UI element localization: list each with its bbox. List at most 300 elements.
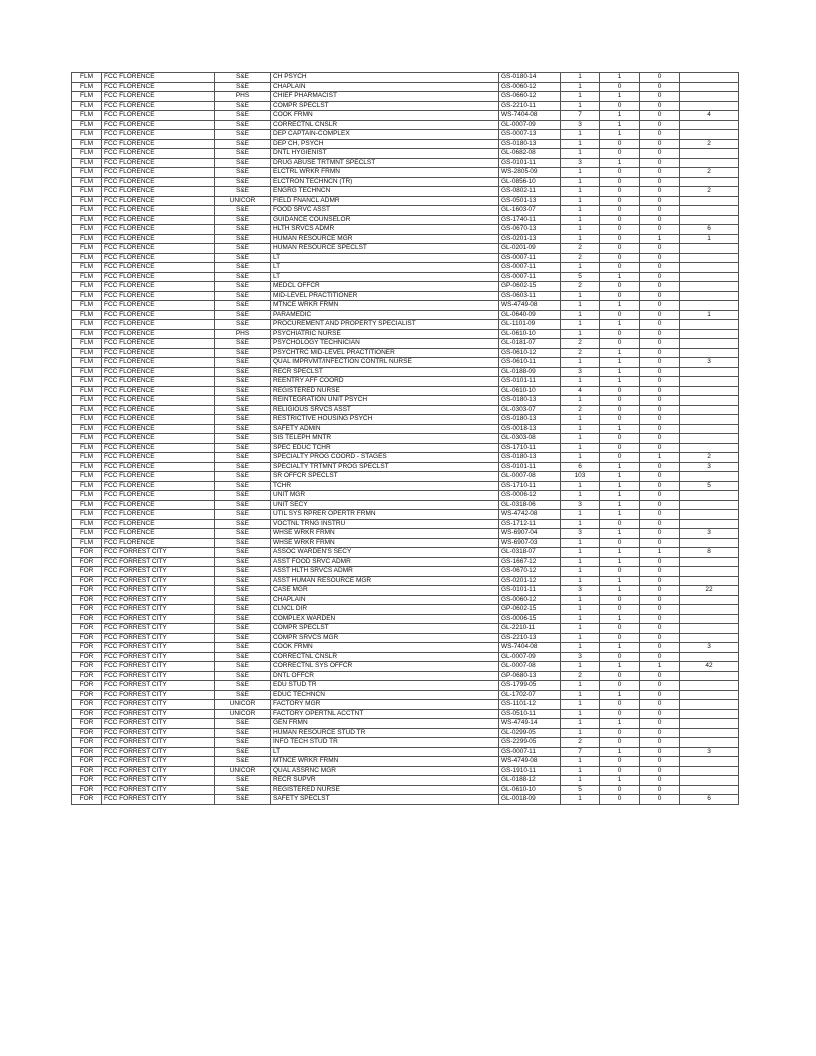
count-a-cell: 5 (561, 272, 600, 282)
position-title-cell: COMPR SRVCS MGR (271, 633, 499, 643)
count-d-cell: 3 (680, 462, 739, 472)
facility-code-cell: FOR (72, 700, 102, 710)
facility-name-cell: FCC FLORENCE (102, 101, 215, 111)
table-row (72, 690, 739, 700)
count-b-cell: 1 (600, 111, 640, 121)
table-row (72, 215, 739, 225)
grade-cell: GS-1710-11 (499, 481, 561, 491)
count-a-cell: 1 (561, 633, 600, 643)
table-row (72, 120, 739, 130)
facility-code-cell: FLM (72, 177, 102, 187)
count-b-cell: 0 (600, 633, 640, 643)
facility-code-cell: FLM (72, 519, 102, 529)
count-b-cell: 1 (600, 662, 640, 672)
count-c-cell: 0 (640, 73, 680, 83)
facility-name-cell: FCC FORREST CITY (102, 557, 215, 567)
count-c-cell: 0 (640, 215, 680, 225)
facility-name-cell: FCC FLORENCE (102, 386, 215, 396)
count-a-cell: 1 (561, 225, 600, 235)
count-c-cell: 0 (640, 624, 680, 634)
fund-type-cell: S&E (215, 738, 271, 748)
count-c-cell: 0 (640, 177, 680, 187)
count-d-cell: 3 (680, 358, 739, 368)
fund-type-cell: S&E (215, 529, 271, 539)
table-row (72, 633, 739, 643)
facility-code-cell: FLM (72, 82, 102, 92)
count-b-cell: 0 (600, 282, 640, 292)
fund-type-cell: S&E (215, 396, 271, 406)
count-c-cell: 0 (640, 329, 680, 339)
grade-cell: GL-1101-09 (499, 320, 561, 330)
count-b-cell: 0 (600, 785, 640, 795)
count-b-cell: 0 (600, 700, 640, 710)
count-b-cell: 1 (600, 719, 640, 729)
facility-code-cell: FLM (72, 358, 102, 368)
position-title-cell: FIELD FNANCL ADMR (271, 196, 499, 206)
facility-name-cell: FCC FLORENCE (102, 272, 215, 282)
count-d-cell (680, 405, 739, 415)
count-a-cell: 3 (561, 529, 600, 539)
position-title-cell: TCHR (271, 481, 499, 491)
fund-type-cell: S&E (215, 367, 271, 377)
table-row (72, 462, 739, 472)
count-c-cell: 0 (640, 776, 680, 786)
count-b-cell: 1 (600, 358, 640, 368)
table-row (72, 339, 739, 349)
grade-cell: GL-0610-10 (499, 386, 561, 396)
fund-type-cell: S&E (215, 424, 271, 434)
position-title-cell: REGISTERED NURSE (271, 785, 499, 795)
fund-type-cell: S&E (215, 358, 271, 368)
count-d-cell (680, 282, 739, 292)
facility-code-cell: FLM (72, 73, 102, 83)
count-b-cell: 1 (600, 367, 640, 377)
count-a-cell: 1 (561, 310, 600, 320)
facility-name-cell: FCC FLORENCE (102, 358, 215, 368)
table-row (72, 681, 739, 691)
table-row (72, 424, 739, 434)
table-row (72, 557, 739, 567)
count-b-cell: 1 (600, 130, 640, 140)
facility-name-cell: FCC FORREST CITY (102, 652, 215, 662)
fund-type-cell: S&E (215, 576, 271, 586)
count-d-cell (680, 652, 739, 662)
count-c-cell: 0 (640, 120, 680, 130)
grade-cell: WS-4749-08 (499, 757, 561, 767)
position-title-cell: ASST FOOD SRVC ADMR (271, 557, 499, 567)
position-title-cell: SIS TELEPH MNTR (271, 434, 499, 444)
count-b-cell: 0 (600, 225, 640, 235)
count-d-cell (680, 766, 739, 776)
facility-code-cell: FOR (72, 795, 102, 805)
count-c-cell: 0 (640, 168, 680, 178)
count-d-cell: 8 (680, 548, 739, 558)
facility-code-cell: FLM (72, 472, 102, 482)
facility-name-cell: FCC FORREST CITY (102, 766, 215, 776)
facility-name-cell: FCC FORREST CITY (102, 728, 215, 738)
count-d-cell (680, 738, 739, 748)
count-b-cell: 1 (600, 320, 640, 330)
fund-type-cell: S&E (215, 633, 271, 643)
position-title-cell: SPECIALTY TRTMNT PROG SPECLST (271, 462, 499, 472)
facility-code-cell: FLM (72, 538, 102, 548)
table-row (72, 747, 739, 757)
table-row (72, 101, 739, 111)
facility-name-cell: FCC FLORENCE (102, 73, 215, 83)
count-c-cell: 0 (640, 576, 680, 586)
count-d-cell (680, 557, 739, 567)
count-b-cell: 1 (600, 462, 640, 472)
count-b-cell: 1 (600, 576, 640, 586)
table-row (72, 766, 739, 776)
position-title-cell: CASE MGR (271, 586, 499, 596)
facility-code-cell: FLM (72, 320, 102, 330)
count-c-cell: 0 (640, 709, 680, 719)
facility-code-cell: FLM (72, 491, 102, 501)
grade-cell: GS-1910-11 (499, 766, 561, 776)
table-row (72, 82, 739, 92)
count-a-cell: 1 (561, 766, 600, 776)
facility-name-cell: FCC FLORENCE (102, 168, 215, 178)
count-c-cell: 0 (640, 225, 680, 235)
facility-code-cell: FLM (72, 168, 102, 178)
count-c-cell: 0 (640, 785, 680, 795)
count-a-cell: 1 (561, 396, 600, 406)
grade-cell: GS-0501-13 (499, 196, 561, 206)
facility-name-cell: FCC FORREST CITY (102, 567, 215, 577)
grade-cell: GL-0856-10 (499, 177, 561, 187)
fund-type-cell: UNICOR (215, 196, 271, 206)
table-row (72, 320, 739, 330)
count-d-cell (680, 671, 739, 681)
facility-code-cell: FLM (72, 529, 102, 539)
count-c-cell: 0 (640, 538, 680, 548)
count-d-cell (680, 253, 739, 263)
fund-type-cell: S&E (215, 405, 271, 415)
count-a-cell: 1 (561, 567, 600, 577)
grade-cell: GL-1702-07 (499, 690, 561, 700)
count-a-cell: 1 (561, 187, 600, 197)
grade-cell: GS-0006-15 (499, 614, 561, 624)
facility-code-cell: FLM (72, 234, 102, 244)
position-title-cell: EDUC TECHNCN (271, 690, 499, 700)
fund-type-cell: S&E (215, 595, 271, 605)
table-row (72, 700, 739, 710)
fund-type-cell: S&E (215, 510, 271, 520)
fund-type-cell: S&E (215, 168, 271, 178)
fund-type-cell: S&E (215, 386, 271, 396)
position-title-cell: DNTL HYGIENIST (271, 149, 499, 159)
fund-type-cell: S&E (215, 206, 271, 216)
table-row (72, 291, 739, 301)
facility-name-cell: FCC FLORENCE (102, 348, 215, 358)
fund-type-cell: S&E (215, 130, 271, 140)
fund-type-cell: S&E (215, 158, 271, 168)
count-b-cell: 0 (600, 291, 640, 301)
grade-cell: GS-0201-12 (499, 576, 561, 586)
count-a-cell: 1 (561, 605, 600, 615)
count-b-cell: 0 (600, 766, 640, 776)
position-title-cell: SAFETY ADMIN (271, 424, 499, 434)
count-c-cell: 0 (640, 443, 680, 453)
count-b-cell: 0 (600, 139, 640, 149)
position-title-cell: UNIT SECY (271, 500, 499, 510)
grade-cell: GP-0602-15 (499, 605, 561, 615)
count-d-cell: 2 (680, 168, 739, 178)
facility-code-cell: FLM (72, 225, 102, 235)
position-title-cell: COOK FRMN (271, 111, 499, 121)
facility-name-cell: FCC FORREST CITY (102, 671, 215, 681)
facility-code-cell: FOR (72, 586, 102, 596)
grade-cell: WS-6907-03 (499, 538, 561, 548)
count-c-cell: 0 (640, 519, 680, 529)
fund-type-cell: S&E (215, 557, 271, 567)
count-a-cell: 1 (561, 443, 600, 453)
count-c-cell: 0 (640, 424, 680, 434)
count-d-cell (680, 291, 739, 301)
fund-type-cell: S&E (215, 120, 271, 130)
table-row (72, 177, 739, 187)
position-title-cell: ELCTRON TECHNCN (TR) (271, 177, 499, 187)
fund-type-cell: S&E (215, 215, 271, 225)
position-title-cell: CORRECTNL SYS OFFCR (271, 662, 499, 672)
facility-name-cell: FCC FLORENCE (102, 301, 215, 311)
fund-type-cell: S&E (215, 614, 271, 624)
fund-type-cell: S&E (215, 719, 271, 729)
count-b-cell: 1 (600, 481, 640, 491)
table-row (72, 168, 739, 178)
count-b-cell: 0 (600, 681, 640, 691)
count-a-cell: 1 (561, 576, 600, 586)
fund-type-cell: S&E (215, 301, 271, 311)
facility-name-cell: FCC FLORENCE (102, 282, 215, 292)
count-c-cell: 0 (640, 244, 680, 254)
position-title-cell: HUMAN RESOURCE STUD TR (271, 728, 499, 738)
grade-cell: GL-0610-10 (499, 329, 561, 339)
count-c-cell: 0 (640, 405, 680, 415)
count-d-cell (680, 263, 739, 273)
position-title-cell: DNTL OFFCR (271, 671, 499, 681)
fund-type-cell: S&E (215, 101, 271, 111)
count-b-cell: 1 (600, 586, 640, 596)
count-a-cell: 1 (561, 263, 600, 273)
count-b-cell: 1 (600, 424, 640, 434)
facility-code-cell: FLM (72, 130, 102, 140)
facility-name-cell: FCC FLORENCE (102, 225, 215, 235)
facility-code-cell: FOR (72, 652, 102, 662)
count-c-cell: 0 (640, 671, 680, 681)
count-a-cell: 1 (561, 624, 600, 634)
grade-cell: GL-0682-08 (499, 149, 561, 159)
position-title-cell: GUIDANCE COUNSELOR (271, 215, 499, 225)
count-c-cell: 0 (640, 681, 680, 691)
facility-code-cell: FLM (72, 187, 102, 197)
table-row (72, 301, 739, 311)
grade-cell: GS-0180-13 (499, 415, 561, 425)
position-title-cell: MTNCE WRKR FRMN (271, 757, 499, 767)
count-a-cell: 1 (561, 206, 600, 216)
count-c-cell: 0 (640, 738, 680, 748)
facility-code-cell: FOR (72, 614, 102, 624)
grade-cell: GS-1710-11 (499, 443, 561, 453)
count-a-cell: 1 (561, 548, 600, 558)
grade-cell: GS-0007-13 (499, 130, 561, 140)
facility-name-cell: FCC FLORENCE (102, 481, 215, 491)
facility-name-cell: FCC FORREST CITY (102, 700, 215, 710)
grade-cell: WS-6907-04 (499, 529, 561, 539)
count-c-cell: 0 (640, 633, 680, 643)
facility-code-cell: FOR (72, 728, 102, 738)
fund-type-cell: S&E (215, 681, 271, 691)
position-title-cell: CORRECTNL CNSLR (271, 652, 499, 662)
grade-cell: GL-0303-07 (499, 405, 561, 415)
table-row (72, 738, 739, 748)
count-b-cell: 0 (600, 168, 640, 178)
grade-cell: GS-0180-13 (499, 396, 561, 406)
grade-cell: GP-0680-13 (499, 671, 561, 681)
count-d-cell (680, 206, 739, 216)
table-row (72, 605, 739, 615)
count-d-cell (680, 614, 739, 624)
position-title-cell: WHSE WRKR FRMN (271, 538, 499, 548)
grade-cell: GS-0007-11 (499, 263, 561, 273)
count-d-cell (680, 709, 739, 719)
facility-code-cell: FLM (72, 244, 102, 254)
table-row (72, 244, 739, 254)
count-a-cell: 1 (561, 643, 600, 653)
fund-type-cell: S&E (215, 548, 271, 558)
count-d-cell (680, 633, 739, 643)
count-a-cell: 5 (561, 785, 600, 795)
facility-name-cell: FCC FLORENCE (102, 320, 215, 330)
count-c-cell: 1 (640, 548, 680, 558)
facility-code-cell: FLM (72, 253, 102, 263)
grade-cell: GL-1603-07 (499, 206, 561, 216)
count-c-cell: 0 (640, 614, 680, 624)
count-a-cell: 1 (561, 101, 600, 111)
facility-code-cell: FOR (72, 671, 102, 681)
facility-code-cell: FLM (72, 462, 102, 472)
count-a-cell: 2 (561, 253, 600, 263)
count-d-cell (680, 690, 739, 700)
fund-type-cell: S&E (215, 795, 271, 805)
count-b-cell: 0 (600, 757, 640, 767)
count-c-cell: 0 (640, 481, 680, 491)
position-title-cell: EDU STUD TR (271, 681, 499, 691)
count-c-cell: 1 (640, 234, 680, 244)
fund-type-cell: S&E (215, 472, 271, 482)
grade-cell: GL-2210-11 (499, 624, 561, 634)
facility-name-cell: FCC FLORENCE (102, 529, 215, 539)
count-c-cell: 0 (640, 282, 680, 292)
table-row (72, 538, 739, 548)
count-a-cell: 7 (561, 747, 600, 757)
count-d-cell (680, 149, 739, 159)
count-d-cell (680, 719, 739, 729)
position-title-cell: FACTORY MGR (271, 700, 499, 710)
count-d-cell (680, 624, 739, 634)
table-row (72, 263, 739, 273)
facility-name-cell: FCC FLORENCE (102, 415, 215, 425)
count-a-cell: 1 (561, 215, 600, 225)
count-d-cell (680, 472, 739, 482)
fund-type-cell: S&E (215, 434, 271, 444)
count-a-cell: 1 (561, 776, 600, 786)
table-row (72, 776, 739, 786)
count-d-cell: 3 (680, 529, 739, 539)
fund-type-cell: S&E (215, 225, 271, 235)
count-b-cell: 0 (600, 244, 640, 254)
count-b-cell: 1 (600, 500, 640, 510)
position-title-cell: RECR SUPVR (271, 776, 499, 786)
position-title-cell: SR OFFCR SPECLST (271, 472, 499, 482)
grade-cell: GL-0299-05 (499, 728, 561, 738)
count-a-cell: 3 (561, 500, 600, 510)
facility-name-cell: FCC FLORENCE (102, 405, 215, 415)
facility-code-cell: FLM (72, 206, 102, 216)
count-d-cell (680, 424, 739, 434)
fund-type-cell: S&E (215, 671, 271, 681)
count-a-cell: 1 (561, 662, 600, 672)
fund-type-cell: S&E (215, 785, 271, 795)
fund-type-cell: S&E (215, 481, 271, 491)
grade-cell: GS-0201-13 (499, 234, 561, 244)
grade-cell: GS-1740-11 (499, 215, 561, 225)
grade-cell: GS-0670-13 (499, 225, 561, 235)
fund-type-cell: S&E (215, 747, 271, 757)
facility-code-cell: FLM (72, 377, 102, 387)
grade-cell: GL-0007-09 (499, 652, 561, 662)
count-c-cell: 0 (640, 415, 680, 425)
grade-cell: GS-0006-12 (499, 491, 561, 501)
facility-name-cell: FCC FORREST CITY (102, 719, 215, 729)
fund-type-cell: S&E (215, 662, 271, 672)
fund-type-cell: S&E (215, 320, 271, 330)
facility-code-cell: FLM (72, 396, 102, 406)
table-row (72, 92, 739, 102)
fund-type-cell: S&E (215, 149, 271, 159)
count-b-cell: 0 (600, 234, 640, 244)
facility-code-cell: FLM (72, 263, 102, 273)
count-d-cell (680, 757, 739, 767)
count-d-cell (680, 386, 739, 396)
grade-cell: GS-0007-11 (499, 272, 561, 282)
count-c-cell: 0 (640, 586, 680, 596)
count-b-cell: 1 (600, 690, 640, 700)
position-title-cell: CHAPLAIN (271, 82, 499, 92)
facility-name-cell: FCC FORREST CITY (102, 624, 215, 634)
count-a-cell: 3 (561, 652, 600, 662)
fund-type-cell: S&E (215, 291, 271, 301)
position-title-cell: ASSOC WARDEN'S SECY (271, 548, 499, 558)
count-d-cell (680, 158, 739, 168)
count-a-cell: 1 (561, 301, 600, 311)
count-b-cell: 0 (600, 206, 640, 216)
count-a-cell: 1 (561, 614, 600, 624)
count-d-cell (680, 605, 739, 615)
position-title-cell: RESTRICTIVE HOUSING PSYCH (271, 415, 499, 425)
count-d-cell (680, 92, 739, 102)
facility-name-cell: FCC FLORENCE (102, 158, 215, 168)
facility-code-cell: FLM (72, 272, 102, 282)
count-a-cell: 1 (561, 73, 600, 83)
count-c-cell: 0 (640, 462, 680, 472)
table-row (72, 548, 739, 558)
count-d-cell (680, 434, 739, 444)
grade-cell: GS-0610-11 (499, 358, 561, 368)
count-a-cell: 1 (561, 757, 600, 767)
table-row (72, 225, 739, 235)
